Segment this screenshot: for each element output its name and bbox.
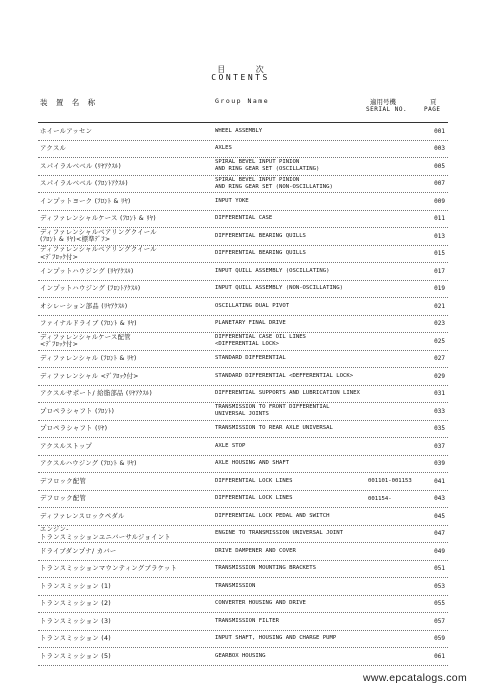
group-name-en: SPIRAL BEVEL INPUT PINION AND RING GEAR SET (OSCILLATING)	[215, 159, 320, 173]
group-name-en: GEARBOX HOUSING	[215, 652, 266, 659]
serial-no: 001101-001153	[368, 478, 412, 485]
group-name-en: TRANSMISSION	[215, 582, 256, 589]
group-name-en: DIFFERENTIAL LOCK PEDAL AND SWITCH	[215, 512, 330, 519]
page-number: 061	[434, 652, 445, 660]
group-name-en: DIFFERENTIAL CASE	[215, 215, 273, 222]
page-number: 053	[434, 582, 445, 590]
part-name-jp: アクスル	[40, 145, 67, 152]
part-name-jp: エンジン- トランスミッションユニバーサルジョイント	[40, 526, 171, 541]
group-name-en: STANDARD DIFFERENTIAL	[215, 355, 286, 362]
contents-row	[38, 246, 448, 264]
contents-row	[38, 123, 448, 141]
header-page-jp: 頁	[430, 98, 437, 106]
group-name-en: INPUT SHAFT, HOUSING AND CHARGE PUMP	[215, 635, 337, 642]
page-number: 051	[434, 565, 445, 573]
contents-row	[38, 281, 448, 299]
page-number: 029	[434, 372, 445, 380]
contents-row	[38, 351, 448, 369]
contents-row	[38, 473, 448, 491]
group-name-en: CONVERTER HOUSING AND DRIVE	[215, 600, 306, 607]
group-name-en: PLANETARY FINAL DRIVE	[215, 320, 286, 327]
contents-row	[38, 578, 448, 596]
part-name-jp: アクスルストップ	[40, 442, 93, 450]
group-name-en: ENGINE TO TRANSMISSION UNIVERSAL JOINT	[215, 530, 343, 537]
page-number: 059	[434, 635, 445, 643]
part-name-jp: ドライブダンプナ/ カバー	[40, 547, 117, 555]
group-name-en: DRIVE DAMPENER AND COVER	[215, 547, 296, 554]
part-name-jp: トランスミッション (4)	[40, 635, 112, 642]
group-name-en: INPUT YOKE	[215, 197, 249, 204]
part-name-jp: ディファレンシャルベアリングクイール <ﾃﾞﾌﾛｯｸ付>	[40, 246, 157, 261]
page-number: 045	[434, 512, 445, 520]
contents-row	[38, 456, 448, 474]
page-number: 013	[434, 232, 445, 240]
part-name-jp: ホイールアッセン	[40, 127, 93, 135]
part-name-jp: スパイラルベベル (ﾌﾛﾝﾄｱｸｽﾙ)	[40, 180, 128, 187]
part-name-jp: ディファレンシャル (ﾌﾛﾝﾄ & ﾘﾔ)	[40, 355, 137, 362]
contents-row	[38, 141, 448, 159]
page-number: 015	[434, 250, 445, 258]
contents-row	[38, 333, 448, 351]
contents-row	[38, 596, 448, 614]
group-name-en: INPUT QUILL ASSEMBLY (NON-OSCILLATING)	[215, 285, 343, 292]
page-number: 001	[434, 127, 445, 135]
contents-row	[38, 403, 448, 421]
part-name-jp: プロペラシャフト (ﾘﾔ)	[40, 425, 108, 432]
group-name-en: AXLE STOP	[215, 442, 246, 449]
contents-row	[38, 176, 448, 194]
page-number: 043	[434, 495, 445, 503]
contents-row	[38, 543, 448, 561]
part-name-jp: インプットヨーク (ﾌﾛﾝﾄ & ﾘﾔ)	[40, 197, 131, 205]
page-number: 047	[434, 530, 445, 538]
group-name-en: DIFFERENTIAL BEARING QUILLS	[215, 250, 306, 257]
part-name-jp: ディファレンスロックペダル	[40, 512, 125, 520]
header-serial-en: SERIAL NO.	[366, 106, 408, 113]
page-number: 049	[434, 547, 445, 555]
title-english: CONTENTS	[211, 73, 270, 82]
contents-row	[38, 613, 448, 631]
group-name-en: TRANSMISSION FILTER	[215, 617, 279, 624]
part-name-jp: デフロック配管	[40, 495, 87, 502]
group-name-en: STANDARD DIFFERENTIAL <DEFFERENTIAL LOCK>	[215, 372, 354, 379]
contents-row	[38, 316, 448, 334]
page-number: 039	[434, 460, 445, 468]
part-name-jp: トランスミッションマウンティングブラケット	[40, 565, 178, 572]
part-name-jp: ディファレンシャルケース (ﾌﾛﾝﾄ & ﾘﾔ)	[40, 215, 156, 222]
group-name-en: INPUT QUILL ASSEMBLY (OSCILLATING)	[215, 267, 330, 274]
page-number: 037	[434, 442, 445, 450]
page-number: 005	[434, 162, 445, 170]
part-name-jp: トランスミッション (5)	[40, 652, 112, 660]
part-name-jp: トランスミッション (3)	[40, 617, 112, 625]
contents-row	[38, 526, 448, 544]
group-name-en: OSCILLATING DUAL PIVOT	[215, 302, 290, 309]
page-number: 019	[434, 285, 445, 293]
contents-row	[38, 263, 448, 281]
contents-row	[38, 368, 448, 386]
group-name-en: TRANSMISSION TO FRONT DIFFERENTIAL UNIVERSAL JOINTS	[215, 404, 330, 418]
part-name-jp: デフロック配管	[40, 477, 87, 485]
contents-row	[38, 438, 448, 456]
page-number: 009	[434, 197, 445, 205]
part-name-jp: インプットハウジング (ﾌﾛﾝﾄｱｸｽﾙ)	[40, 285, 141, 292]
group-name-en: AXLES	[215, 145, 232, 152]
page-number: 011	[434, 215, 445, 223]
part-name-jp: ディファレンシャルベアリングクイール (ﾌﾛﾝﾄ & ﾘﾔ)<標準ﾃﾞﾌ>	[40, 228, 157, 244]
part-name-jp: ファイナルドライブ (ﾌﾛﾝﾄ & ﾘﾔ)	[40, 320, 137, 327]
title-japanese: 目 次	[217, 65, 278, 74]
part-name-jp: ディファレンシャル <ﾃﾞﾌﾛｯｸ付>	[40, 372, 139, 380]
group-name-en: DIFFERENTIAL LOCK LINES	[215, 495, 293, 502]
group-name-en: TRANSMISSION MOUNTING BRACKETS	[215, 565, 317, 572]
contents-row	[38, 228, 448, 246]
contents-row	[38, 648, 448, 666]
contents-row	[38, 211, 448, 229]
part-name-jp: トランスミッション (2)	[40, 600, 112, 607]
header-device-name: 装 置 名 称	[40, 98, 99, 107]
page-number: 041	[434, 477, 445, 485]
part-name-jp: プロペラシャフト (ﾌﾛﾝﾄ)	[40, 407, 115, 415]
part-name-jp: トランスミッション (1)	[40, 582, 112, 590]
page-number: 003	[434, 145, 445, 153]
part-name-jp: アクスルハウジング (ﾌﾛﾝﾄ & ﾘﾔ)	[40, 460, 137, 467]
group-name-en: TRANSMISSION TO REAR AXLE UNIVERSAL	[215, 425, 333, 432]
page-number: 025	[434, 337, 445, 345]
page-number: 035	[434, 425, 445, 433]
contents-row	[38, 193, 448, 211]
page-number: 033	[434, 407, 445, 415]
part-name-jp: ディファレンシャルケース配管 <ﾃﾞﾌﾛｯｸ付>	[40, 333, 131, 349]
contents-row	[38, 158, 448, 176]
header-serial-jp: 適用号機	[370, 98, 396, 106]
page-number: 055	[434, 600, 445, 608]
group-name-en: DIFFERENTIAL BEARING QUILLS	[215, 232, 306, 239]
header-group-name: Group Name	[215, 97, 270, 105]
contents-row	[38, 421, 448, 439]
contents-row	[38, 561, 448, 579]
part-name-jp: インプットハウジング (ﾘﾔｱｸｽﾙ)	[40, 267, 134, 275]
group-name-en: DIFFERENTIAL LOCK LINES	[215, 477, 293, 484]
contents-row	[38, 386, 448, 404]
contents-row	[38, 508, 448, 526]
page-number: 021	[434, 302, 445, 310]
group-name-en: SPIRAL BEVEL INPUT PINION AND RING GEAR SET (NON-OSCILLATING)	[215, 176, 333, 190]
page-number: 007	[434, 180, 445, 188]
contents-row	[38, 298, 448, 316]
group-name-en: WHEEL ASSEMBLY	[215, 127, 263, 134]
page-number: 031	[434, 390, 445, 398]
header-page-en: PAGE	[424, 106, 441, 113]
page-number: 023	[434, 320, 445, 328]
group-name-en: DIFFERENTIAL CASE OIL LINES <DIFFERENTIAL LOCK>	[215, 334, 306, 348]
serial-no: 001154-	[368, 495, 392, 502]
part-name-jp: スパイラルベベル (ﾘﾔｱｸｽﾙ)	[40, 162, 122, 170]
watermark: www.epcatalogs.com	[362, 672, 467, 684]
page-number: 057	[434, 617, 445, 625]
page-number: 027	[434, 355, 445, 363]
contents-row	[38, 491, 448, 509]
part-name-jp: オシレーション部品 (ﾘﾔｱｸｽﾙ)	[40, 302, 128, 310]
group-name-en: DIFFERENTIAL SUPPORTS AND LUBRICATION LINEX	[215, 390, 360, 397]
contents-row	[38, 631, 448, 649]
group-name-en: AXLE HOUSING AND SHAFT	[215, 460, 290, 467]
page-number: 017	[434, 267, 445, 275]
part-name-jp: アクスルサポート/ 給脂部品 (ﾘﾔｱｸｽﾙ)	[40, 390, 153, 397]
